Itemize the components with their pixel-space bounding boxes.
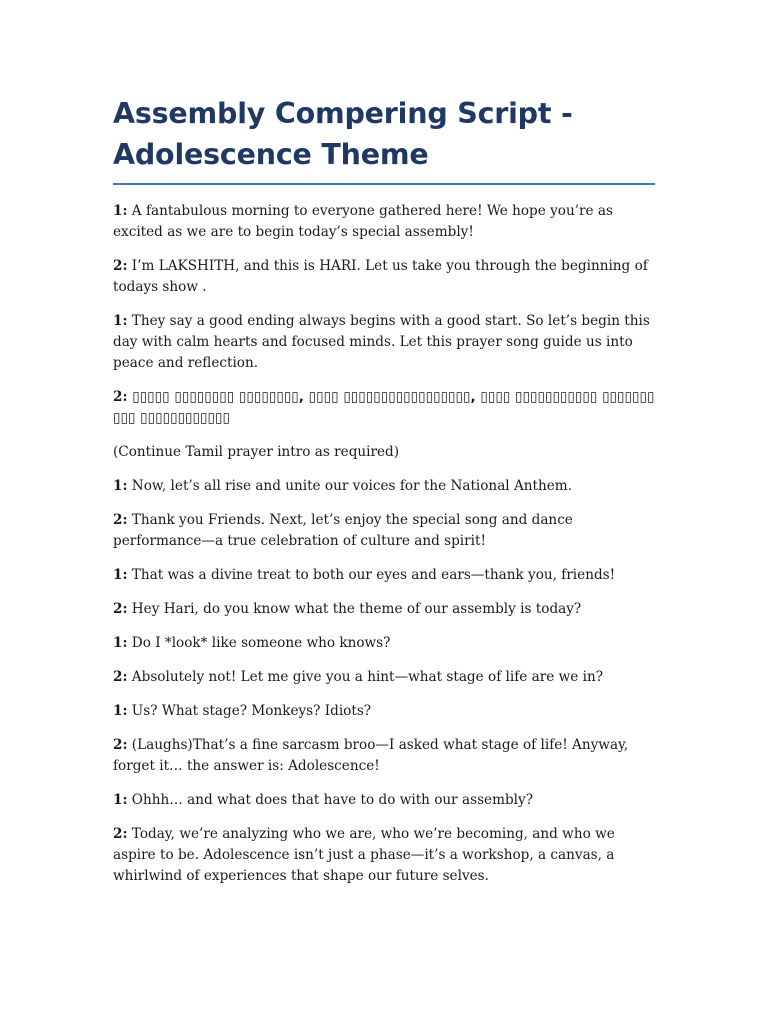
line-text: Ohhh… and what does that have to do with our assembly? bbox=[127, 792, 533, 808]
title-divider bbox=[113, 183, 655, 185]
script-line bbox=[113, 701, 655, 722]
speaker-label: 1: bbox=[113, 635, 128, 651]
script-line bbox=[113, 633, 655, 654]
speaker-label: 1: bbox=[113, 313, 128, 329]
script-line bbox=[113, 256, 655, 298]
script-line bbox=[113, 790, 655, 811]
speaker-label: 2: bbox=[113, 512, 128, 528]
line-text: I’m LAKSHITH, and this is HARI. Let us take you through the beginning of todays show . bbox=[113, 258, 648, 295]
script-line bbox=[113, 824, 655, 887]
speaker-label: 2: bbox=[113, 826, 128, 842]
line-text: Do I *look* like someone who knows? bbox=[127, 635, 391, 651]
script-line bbox=[113, 565, 655, 586]
speaker-label: 1: bbox=[113, 792, 128, 808]
script-line bbox=[113, 667, 655, 688]
line-text: Absolutely not! Let me give you a hint—what stage of life are we in? bbox=[127, 669, 603, 685]
script-line bbox=[113, 735, 655, 777]
speaker-label: 1: bbox=[113, 478, 128, 494]
line-text: Thank you Friends. Next, let’s enjoy the special song and dance performance—a true celebration of culture and spirit! bbox=[113, 512, 573, 549]
script-line bbox=[113, 510, 655, 552]
page-title: Assembly Compering Script - Adolescence Theme bbox=[113, 97, 573, 171]
line-text: (Laughs)That’s a fine sarcasm broo—I asked what stage of life! Anyway, forget it… the answer is: Adolescence! bbox=[113, 737, 629, 774]
document-body bbox=[113, 93, 655, 900]
tamil-text: ▯▯▯▯▯ ▯▯▯▯▯▯▯▯ ▯▯▯▯▯▯▯▯, ▯▯▯▯ ▯▯▯▯▯▯▯▯▯▯▯▯▯▯▯▯▯, ▯▯▯▯ ▯▯▯▯▯▯▯▯▯▯▯ ▯▯▯▯▯▯▯▯▯▯ ▯▯▯▯▯▯▯▯▯▯▯▯ bbox=[113, 389, 655, 426]
speaker-label: 2: bbox=[113, 669, 128, 685]
speaker-label: 2: bbox=[113, 601, 128, 617]
line-text: Hey Hari, do you know what the theme of our assembly is today? bbox=[127, 601, 582, 617]
line-text: They say a good ending always begins with a good start. So let’s begin this day with calm hearts and focused minds. Let this prayer song guide us into peace and reflection. bbox=[113, 313, 650, 371]
line-text: That was a divine treat to both our eyes and ears—thank you, friends! bbox=[127, 567, 616, 583]
speaker-label: 2: bbox=[113, 737, 128, 753]
speaker-label: 2: bbox=[113, 389, 128, 405]
line-text: Now, let’s all rise and unite our voices for the National Anthem. bbox=[127, 478, 573, 494]
script-line bbox=[113, 201, 655, 243]
line-text: Today, we’re analyzing who we are, who we’re becoming, and who we aspire to be. Adolescence isn’t just a phase—it’s a workshop, a canvas, a whirlwind of experiences that shape our future selves. bbox=[113, 826, 615, 884]
stage-direction bbox=[113, 442, 655, 463]
script-line bbox=[113, 599, 655, 620]
script-line bbox=[113, 476, 655, 497]
speaker-label: 2: bbox=[113, 258, 128, 274]
line-text: (Continue Tamil prayer intro as required) bbox=[113, 444, 400, 460]
script-line-tamil bbox=[113, 387, 655, 429]
speaker-label: 1: bbox=[113, 203, 128, 219]
script-line bbox=[113, 311, 655, 374]
speaker-label: 1: bbox=[113, 567, 128, 583]
line-text: Us? What stage? Monkeys? Idiots? bbox=[127, 703, 372, 719]
speaker-label: 1: bbox=[113, 703, 128, 719]
line-text: A fantabulous morning to everyone gathered here! We hope you’re as excited as we are to begin today’s special assembly! bbox=[113, 203, 613, 240]
